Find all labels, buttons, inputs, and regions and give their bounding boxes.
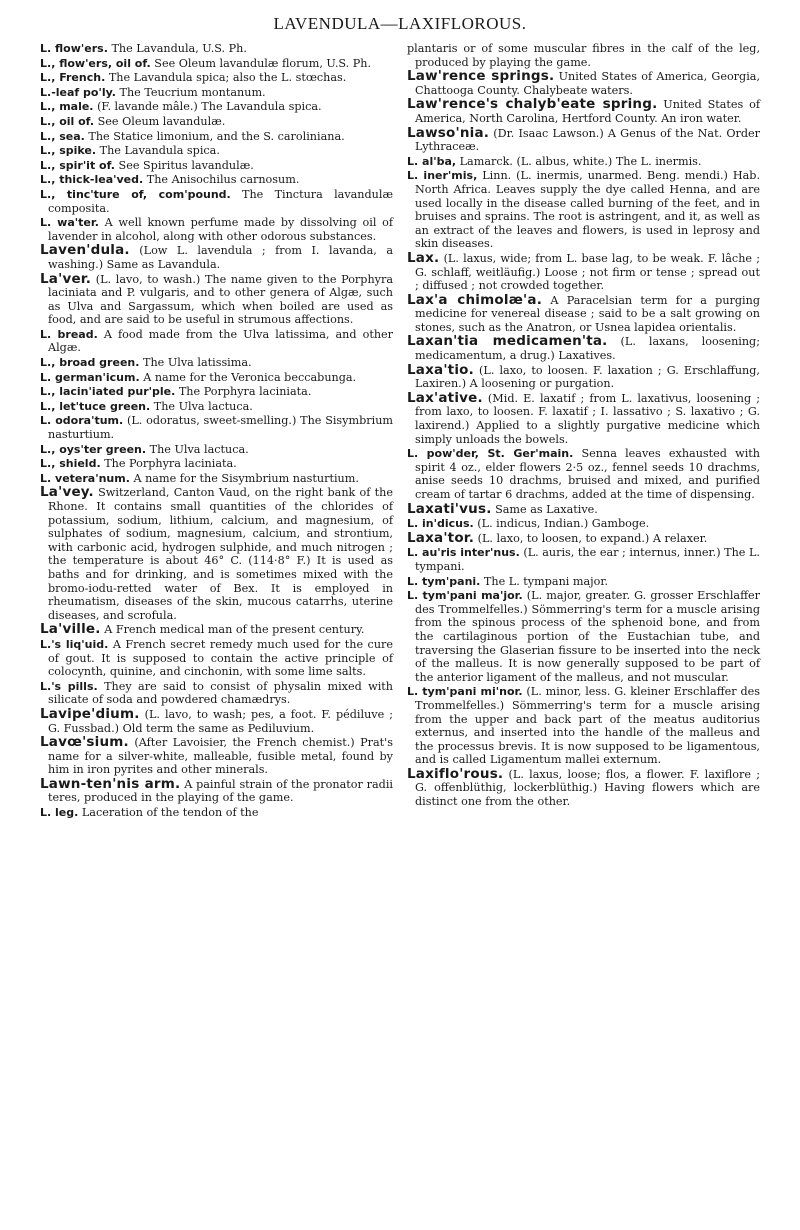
dictionary-entry <box>40 144 393 158</box>
entry-headword: L. al'ba, <box>407 154 457 168</box>
running-head: LAVENDULA—LAXIFLOROUS. <box>273 14 527 33</box>
dictionary-entry <box>40 86 393 100</box>
dictionary-entry <box>40 400 393 414</box>
dictionary-entry <box>40 736 393 777</box>
dictionary-entry <box>407 500 760 517</box>
dictionary-entry <box>40 371 393 385</box>
dictionary-entry <box>40 42 393 56</box>
entry-headword: L., broad green. <box>40 356 140 370</box>
entry-headword: Lax. <box>407 249 440 266</box>
dictionary-entry <box>40 130 393 144</box>
entry-headword: L.'s liq'uid. <box>40 637 109 651</box>
dictionary-entry <box>407 575 760 589</box>
entry-definition: A painful strain of the pronator radii teres, produced in the playing of the game. <box>48 777 393 805</box>
entry-definition: (Mid. E. laxatif ; from L. laxativus, loosening ; from laxo, to loosen. F. laxatif ; I. lassativo ; S. laxativo ; G. laxirend.) Applied to a slightly purgative medicine which simply unloads the bowels. <box>415 391 760 446</box>
entry-headword: L., shield. <box>40 457 101 471</box>
entry-headword: Lavipe'dium. <box>40 705 140 722</box>
entry-headword: Lawn-ten'nis arm. <box>40 775 181 792</box>
dictionary-entry <box>40 270 393 327</box>
entry-definition: Senna leaves exhausted with spirit 4 oz., elder flowers 2·5 oz., fennel seeds 10 drachms, anise seeds 10 drachms, bruised and mixed, and purified cream of tartar 6 drachms, added at the time of dispensing. <box>415 447 760 501</box>
entry-definition: A French secret remedy much used for the cure of gout. It is supposed to contain the active principle of colocynth, quinine, and cinchonin, with some lime salts. <box>48 637 393 679</box>
dictionary-entry <box>40 414 393 441</box>
entry-headword: L. iner'mis, <box>407 169 478 183</box>
entry-definition: See Oleum lavandulæ. <box>97 114 226 128</box>
entry-definition: (L. lavo, to wash; pes, a foot. F. pédiluve ; G. Fussbad.) Old term the same as Pediluvium. <box>48 707 393 735</box>
entry-headword: Laxan'tia medicamen'ta. <box>407 333 608 350</box>
entry-definition: The Ulva latissima. <box>142 356 252 370</box>
entry-headword: L. flow'ers. <box>40 42 108 55</box>
entry-definition: (L. odoratus, sweet-smelling.) The Sisymbrium nasturtium. <box>48 414 394 442</box>
entry-headword: L., oys'ter green. <box>40 442 147 456</box>
dictionary-entry <box>40 173 393 187</box>
entry-definition: United States of America, Georgia, Chattooga County. Chalybeate waters. <box>415 70 760 97</box>
dictionary-entry <box>407 447 760 501</box>
entry-definition: (After Lavoisier, the French chemist.) Prat's name for a silver-white, malleable, fusible metal, found by him in iron pyrites and other minerals. <box>48 736 393 777</box>
entry-definition: (L. laxo, to loosen, to expand.) A relaxer. <box>477 531 708 545</box>
entry-headword: L., lacin'iated pur'ple. <box>40 385 176 399</box>
entry-definition: (L. major, greater. G. grosser Erschlaffer des Trommelfelles.) Sömmerring's term for a muscle arising from the spinous process of the sphenoid bone, and from the cartilaginous portion of the Eustachian tube, and traversing the Glaserian fissure to be inserted into the neck of the malleus. It is now generally supposed to be part of the anterior ligament of the malleus, and not muscular. <box>415 589 760 684</box>
dictionary-entry <box>407 685 760 767</box>
dictionary-entry <box>40 159 393 173</box>
entry-headword: L. tym'pani. <box>407 574 481 588</box>
entry-headword: L. german'icum. <box>40 370 140 384</box>
dictionary-entry <box>407 169 760 251</box>
entry-definition: The Statice limonium, and the S. caroliniana. <box>88 129 345 143</box>
entry-definition: They are said to consist of physalin mixed with silicate of soda and powdered chamædrys. <box>48 679 393 707</box>
entry-headword: L., spike. <box>40 144 97 158</box>
dictionary-entry <box>40 638 393 679</box>
dictionary-entry <box>40 486 393 622</box>
dictionary-entry <box>40 443 393 457</box>
dictionary-entry <box>40 680 393 707</box>
entry-headword: Laxa'tio. <box>407 361 474 378</box>
dictionary-entry <box>407 589 760 684</box>
entry-definition: See Spiritus lavandulæ. <box>118 158 254 172</box>
entry-headword: La'vey. <box>40 484 94 501</box>
entry-headword: L., sea. <box>40 129 85 143</box>
dictionary-entry <box>407 389 760 446</box>
dictionary-entry <box>407 291 760 335</box>
entry-headword: Law'rence's chalyb'eate spring. <box>407 96 658 113</box>
entry-headword: L., flow'ers, oil of. <box>40 56 151 70</box>
entry-headword: L., oil of. <box>40 114 95 128</box>
entry-definition: (L. indicus, Indian.) Gamboge. <box>477 517 650 531</box>
entry-headword: L. vetera'num. <box>40 471 130 485</box>
dictionary-entry <box>40 457 393 471</box>
dictionary-entry <box>407 517 760 531</box>
dictionary-entry <box>40 328 393 355</box>
dictionary-entry <box>40 100 393 114</box>
entry-definition: (Low L. lavendula ; from I. lavanda, a washing.) Same as Lavandula. <box>48 244 393 271</box>
entry-headword: L. wa'ter. <box>40 216 99 230</box>
entry-definition: The Lavandula, U.S. Ph. <box>111 42 247 55</box>
dictionary-entry <box>40 623 393 637</box>
entry-definition: (L. minor, less. G. kleiner Erschlaffer des Trommelfelles.) Sömmerring's term for a muscle arising from the upper and back part of the meatus auditorius externus, and inserted into the handle of the malleus and the processus brevis. It is now supposed to be ligamentous, and is called Ligamentum mallei externum. <box>415 685 760 767</box>
entry-definition: (L. laxo, to loosen. F. laxation ; G. Erschlaffung, Laxiren.) A loosening or purgation. <box>415 363 760 391</box>
entry-definition: The Ulva lactuca. <box>153 399 253 413</box>
entry-definition: A French medical man of the present century. <box>104 623 365 637</box>
entry-headword: L., thick-lea'ved. <box>40 173 144 187</box>
entry-definition: The Tinctura lavandulæ composita. <box>48 187 393 215</box>
entry-definition: The Porphyra laciniata. <box>178 385 312 399</box>
entry-headword: La'ver. <box>40 270 92 287</box>
entry-definition: (L. laxans, loosening; medicamentum, a drug.) Laxatives. <box>415 335 760 363</box>
dictionary-entry <box>40 57 393 71</box>
dictionary-entry <box>40 188 393 215</box>
entry-headword: Laxa'tor. <box>407 529 475 546</box>
entry-definition: A name for the Sisymbrium nasturtium. <box>133 471 359 485</box>
entry-headword: Laxiflo'rous. <box>407 765 504 782</box>
entry-headword: Law'rence springs. <box>407 68 555 85</box>
right-column <box>407 42 760 810</box>
entry-definition: A well known perfume made by dissolving oil of lavender in alcohol, along with other odorous substances. <box>48 216 393 243</box>
dictionary-entry <box>40 115 393 129</box>
dictionary-entry <box>40 385 393 399</box>
entry-definition: The Porphyra laciniata. <box>104 457 237 471</box>
entry-headword: L. pow'der, St. Ger'main. <box>407 447 574 461</box>
entry-definition: The Lavandula spica; also the L. stœchas. <box>108 71 347 85</box>
entry-headword: L. leg. <box>40 806 79 820</box>
entry-definition: The Anisochilus carnosum. <box>146 173 300 187</box>
entry-definition: Switzerland, Canton Vaud, on the right bank of the Rhone. It contains small quantities of the chlorides of potassium, sodium, lithium, calcium, and magnesium, of sulphates of sodium, magnesium, calcium, and strontium, with carbonic acid, hydrogen sulphide, and much nitrogen ; the temperature is about 46° C. (114·8° F.) It is used as baths and for drinking, and is sometimes mixed with the bromo-iodu-retted water of Bex. It is employed in rheumatism, diseases of the skin, mucous catarrhs, uterine diseases, and scrofula. <box>48 486 393 622</box>
entry-definition: A food made from the Ulva latissima, and other Algæ. <box>48 327 393 355</box>
entry-definition: (Dr. Isaac Lawson.) A Genus of the Nat. Order Lythraceæ. <box>415 126 760 154</box>
entry-headword: Lavœ'sium. <box>40 734 129 751</box>
entry-definition: plantaris or of some muscular fibres in the calf of the leg, produced by playing the game. <box>407 42 760 69</box>
entry-headword: L.-leaf po'ly. <box>40 85 116 99</box>
entry-headword: L.'s pills. <box>40 679 98 693</box>
entry-definition: Linn. (L. inermis, unarmed. Beng. mendi.) Hab. North Africa. Leaves supply the dye called Henna, and are used locally in the disease called burning of the feet, and in bruises and sprains. The root is astringent, and it, as well as an extract of the leaves and flowers, is used in leprosy and skin diseases. <box>415 169 760 251</box>
dictionary-entry <box>407 529 760 546</box>
entry-definition: United States of America, North Carolina, Hertford County. An iron water. <box>415 98 760 125</box>
entry-definition: The L. tympani major. <box>483 574 609 588</box>
dictionary-entry <box>407 249 760 293</box>
dictionary-entry <box>407 765 761 809</box>
entry-definition: The Lavandula spica. <box>99 144 220 158</box>
dictionary-entry <box>407 42 760 69</box>
entry-headword: L., male. <box>40 100 94 114</box>
entry-definition: (L. laxus, wide; from L. base lag, to be weak. F. lâche ; G. schlaff, weitläufig.) Loose ; not firm or tense ; spread out ; diffused ; not crowded together. <box>415 251 760 293</box>
entry-definition: (L. laxus, loose; flos, a flower. F. laxiflore ; G. offenblüthig, lockerblüthig.) Having flowers which are distinct one from the other. <box>415 767 761 809</box>
entry-headword: Laven'dula. <box>40 242 130 259</box>
entry-headword: Lax'a chimolæ'a. <box>407 291 543 308</box>
entry-headword: L. tym'pani mi'nor. <box>407 685 523 699</box>
entry-definition: (L. lavo, to wash.) The name given to the Porphyra laciniata and P. vulgaris, and to other genera of Algæ, such as Ulva and Sargassum, which when boiled are used as food, and are said to be useful in strumous affections. <box>48 272 393 327</box>
entry-headword: L. bread. <box>40 327 98 341</box>
entry-headword: L. in'dicus. <box>407 517 474 531</box>
dictionary-entry <box>40 705 393 735</box>
entry-definition: The Ulva lactuca. <box>149 442 249 456</box>
dictionary-entry <box>407 361 760 391</box>
entry-definition: The Teucrium montanum. <box>119 85 266 99</box>
columns <box>40 42 760 821</box>
entry-definition: (L. auris, the ear ; internus, inner.) The L. tympani. <box>415 546 760 573</box>
dictionary-entry <box>407 155 760 169</box>
dictionary-entry <box>40 216 393 243</box>
entry-headword: L., tinc'ture of, com'pound. <box>40 187 231 201</box>
entry-headword: L., French. <box>40 71 106 85</box>
entry-headword: La'ville. <box>40 621 101 638</box>
entry-definition: A name for the Veronica beccabunga. <box>143 370 357 384</box>
entry-definition: Laceration of the tendon of the <box>81 806 259 820</box>
left-column <box>40 42 393 821</box>
entry-headword: L., let'tuce green. <box>40 399 151 413</box>
dictionary-entry <box>40 356 393 370</box>
entry-headword: L. tym'pani ma'jor. <box>407 589 523 603</box>
entry-headword: Lawso'nia. <box>407 124 490 141</box>
entry-definition: Lamarck. (L. albus, white.) The L. inermis. <box>459 154 702 168</box>
entry-headword: L. au'ris inter'nus. <box>407 546 520 560</box>
entry-definition: Same as Laxative. <box>495 502 598 516</box>
entry-headword: Laxati'vus. <box>407 500 492 517</box>
dictionary-entry <box>407 70 760 97</box>
dictionary-entry <box>407 335 760 362</box>
entry-definition: (F. lavande mâle.) The Lavandula spica. <box>97 100 322 114</box>
dictionary-entry <box>407 98 760 125</box>
entry-definition: A Paracelsian term for a purging medicine for venereal disease ; said to be a salt growing on stones, such as the Anatron, or Usnea lapidea orientalis. <box>415 293 760 334</box>
entry-definition: See Oleum lavandulæ florum, U.S. Ph. <box>154 56 372 70</box>
dictionary-entry <box>40 244 393 271</box>
dictionary-entry <box>40 472 393 486</box>
dictionary-entry <box>40 71 393 85</box>
dictionary-entry <box>407 124 760 154</box>
dictionary-entry <box>40 775 393 805</box>
dictionary-entry <box>407 546 760 573</box>
entry-headword: Lax'ative. <box>407 389 483 406</box>
dictionary-entry <box>40 806 393 820</box>
entry-headword: L. odora'tum. <box>40 414 124 428</box>
entry-headword: L., spir'it of. <box>40 158 115 172</box>
